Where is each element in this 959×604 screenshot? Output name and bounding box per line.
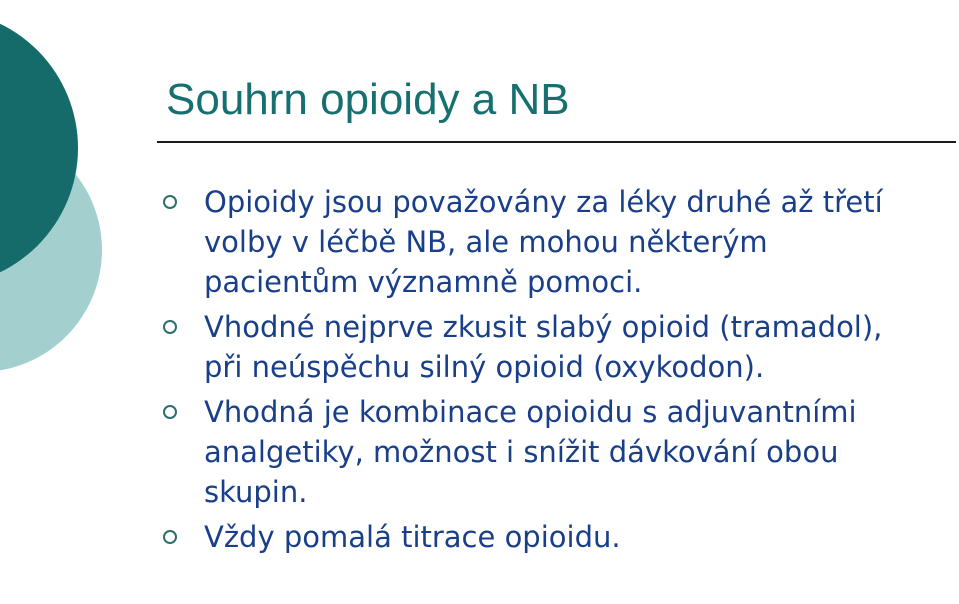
bullet-text: Vždy pomalá titrace opioidu.	[204, 520, 621, 554]
bullet-item	[0, 182, 924, 302]
bullet-text: Vhodné nejprve zkusit slabý opioid (tramadol), při neúspěchu silný opioid (oxykodon).	[204, 310, 883, 384]
bullet-item	[0, 517, 924, 557]
bullet-item	[0, 392, 924, 512]
title-divider	[157, 141, 956, 143]
bullet-text: Opioidy jsou považovány za léky druhé až třetí volby v léčbě NB, ale mohou některým pacientům významně pomoci.	[204, 185, 883, 299]
circle-bullet-icon	[163, 195, 177, 209]
slide-title: Souhrn opioidy a NB	[166, 75, 570, 124]
circle-bullet-icon	[163, 320, 177, 334]
circle-bullet-icon	[163, 405, 177, 419]
bullet-text: Vhodná je kombinace opioidu s adjuvantními analgetiky, možnost i snížit dávkování obou skupin.	[204, 395, 857, 509]
bullet-item	[0, 307, 924, 387]
circle-bullet-icon	[163, 530, 177, 544]
bullet-list	[0, 182, 924, 562]
